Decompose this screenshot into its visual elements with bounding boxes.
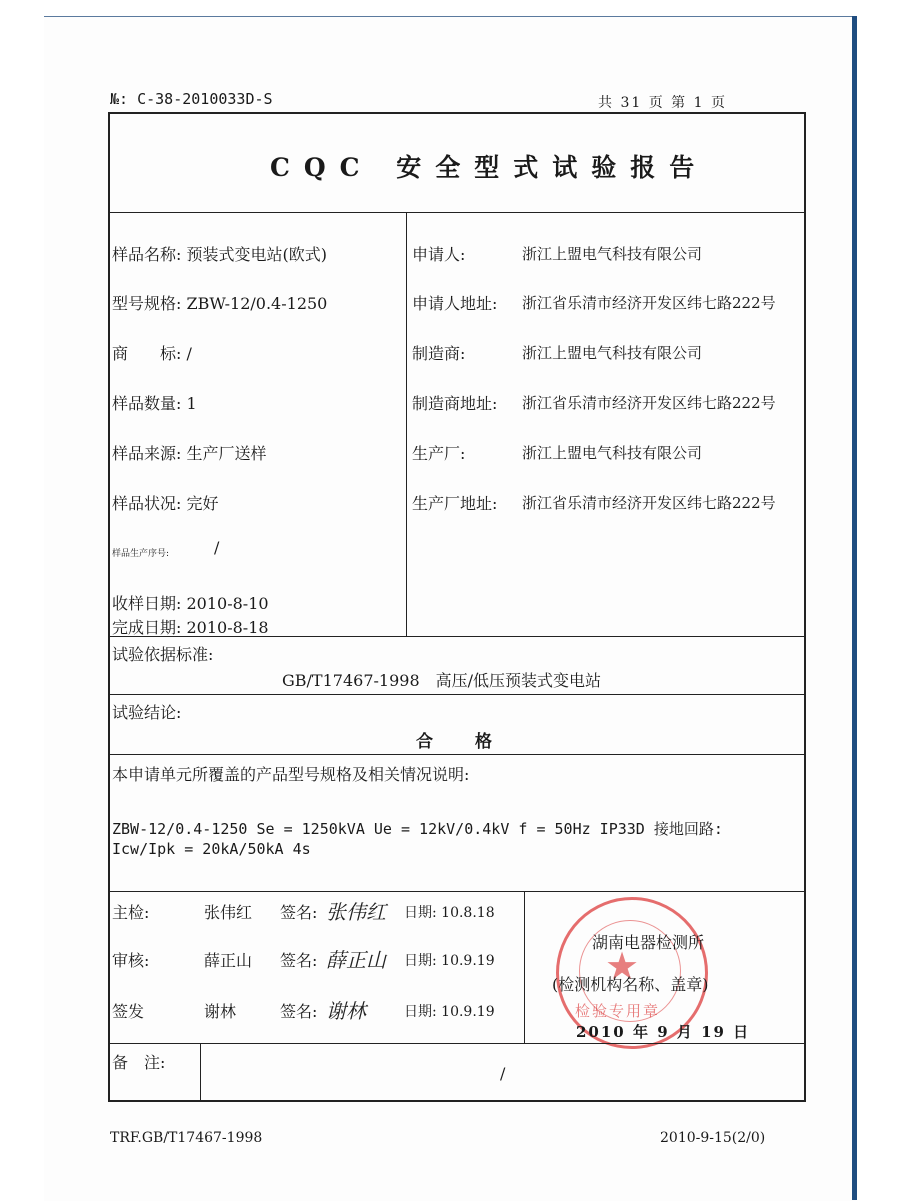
received-date: 收样日期: 2010-8-10	[112, 594, 269, 613]
manufacturer-address-value: 浙江省乐清市经济开发区纬七路222号	[522, 394, 776, 412]
conclusion-value: 合格	[416, 732, 534, 752]
divider	[108, 212, 806, 213]
applicant-label: 申请人:	[412, 245, 466, 264]
divider	[108, 1043, 806, 1044]
serial-value: /	[214, 538, 220, 557]
sample-trademark: 商 标: /	[112, 344, 192, 363]
standard-value: GB/T17467-1998 高压/低压预装式变电站	[282, 671, 602, 690]
issuer-sign-label: 签名:	[280, 1002, 318, 1021]
reviewer-role: 审核:	[112, 951, 150, 970]
remarks-label: 备 注:	[112, 1053, 166, 1072]
reviewer-name: 薛正山	[204, 951, 253, 970]
sample-name: 样品名称: 预装式变电站(欧式)	[112, 245, 327, 264]
testing-org: 湖南电器检测所	[592, 933, 705, 952]
manufacturer-label: 制造商:	[412, 344, 466, 363]
star-icon: ★	[605, 944, 640, 988]
applicant-value: 浙江上盟电气科技有限公司	[522, 245, 703, 263]
issuer-name: 谢林	[204, 1002, 237, 1021]
applicant-address-label: 申请人地址:	[412, 294, 498, 313]
stamp-date: 2010 年 9 月 19 日	[576, 1023, 751, 1041]
issuer-date: 日期: 10.9.19	[404, 1004, 495, 1020]
doc-number: №: C-38-2010033D-S	[110, 90, 273, 108]
factory-label: 生产厂:	[412, 444, 466, 463]
divider	[524, 891, 525, 1043]
coverage-label: 本申请单元所覆盖的产品型号规格及相关情况说明:	[112, 765, 470, 784]
page-edge	[852, 16, 857, 1200]
reviewer-date: 日期: 10.9.19	[404, 953, 495, 969]
completed-date: 完成日期: 2010-8-18	[112, 618, 269, 637]
inspector-name: 张伟红	[204, 903, 253, 922]
standard-label: 试验依据标准:	[112, 645, 214, 664]
sample-source: 样品来源: 生产厂送样	[112, 444, 267, 463]
applicant-address-value: 浙江省乐清市经济开发区纬七路222号	[522, 294, 776, 312]
footer-form-code: TRF.GB/T17467-1998	[110, 1130, 263, 1146]
issuer-signature: 谢林	[326, 999, 366, 1023]
divider	[200, 1043, 201, 1102]
factory-value: 浙江上盟电气科技有限公司	[522, 444, 703, 462]
inspector-signature: 张伟红	[326, 900, 386, 924]
factory-address-label: 生产厂地址:	[412, 494, 498, 513]
divider	[108, 891, 806, 892]
sample-condition: 样品状况: 完好	[112, 494, 219, 513]
footer-version: 2010-9-15(2/0)	[660, 1130, 766, 1146]
remarks-value: /	[500, 1064, 506, 1083]
inspector-role: 主检:	[112, 903, 150, 922]
coverage-line-2: Icw/Ipk = 20kA/50kA 4s	[112, 840, 311, 858]
seal-text: 检验专用章	[575, 1002, 661, 1020]
sample-quantity: 样品数量: 1	[112, 394, 197, 413]
divider	[406, 212, 407, 636]
divider	[108, 754, 806, 755]
manufacturer-value: 浙江上盟电气科技有限公司	[522, 344, 703, 362]
report-title: CQC 安全型式试验报告	[270, 153, 709, 182]
reviewer-signature: 薛正山	[326, 948, 386, 972]
sample-model: 型号规格: ZBW-12/0.4-1250	[112, 294, 328, 313]
stamp-note: (检测机构名称、盖章)	[552, 975, 709, 994]
manufacturer-address-label: 制造商地址:	[412, 394, 498, 413]
inspector-sign-label: 签名:	[280, 903, 318, 922]
inspector-date: 日期: 10.8.18	[404, 905, 495, 921]
divider	[108, 636, 806, 637]
coverage-line-1: ZBW-12/0.4-1250 Se = 1250kVA Ue = 12kV/0.4kV f = 50Hz IP33D 接地回路:	[112, 820, 723, 838]
issuer-role: 签发	[112, 1002, 145, 1021]
conclusion-label: 试验结论:	[112, 703, 182, 722]
divider	[108, 694, 806, 695]
reviewer-sign-label: 签名:	[280, 951, 318, 970]
serial-label: 样品生产序号:	[112, 549, 170, 559]
page-info: 共 31 页 第 1 页	[598, 95, 727, 111]
factory-address-value: 浙江省乐清市经济开发区纬七路222号	[522, 494, 776, 512]
